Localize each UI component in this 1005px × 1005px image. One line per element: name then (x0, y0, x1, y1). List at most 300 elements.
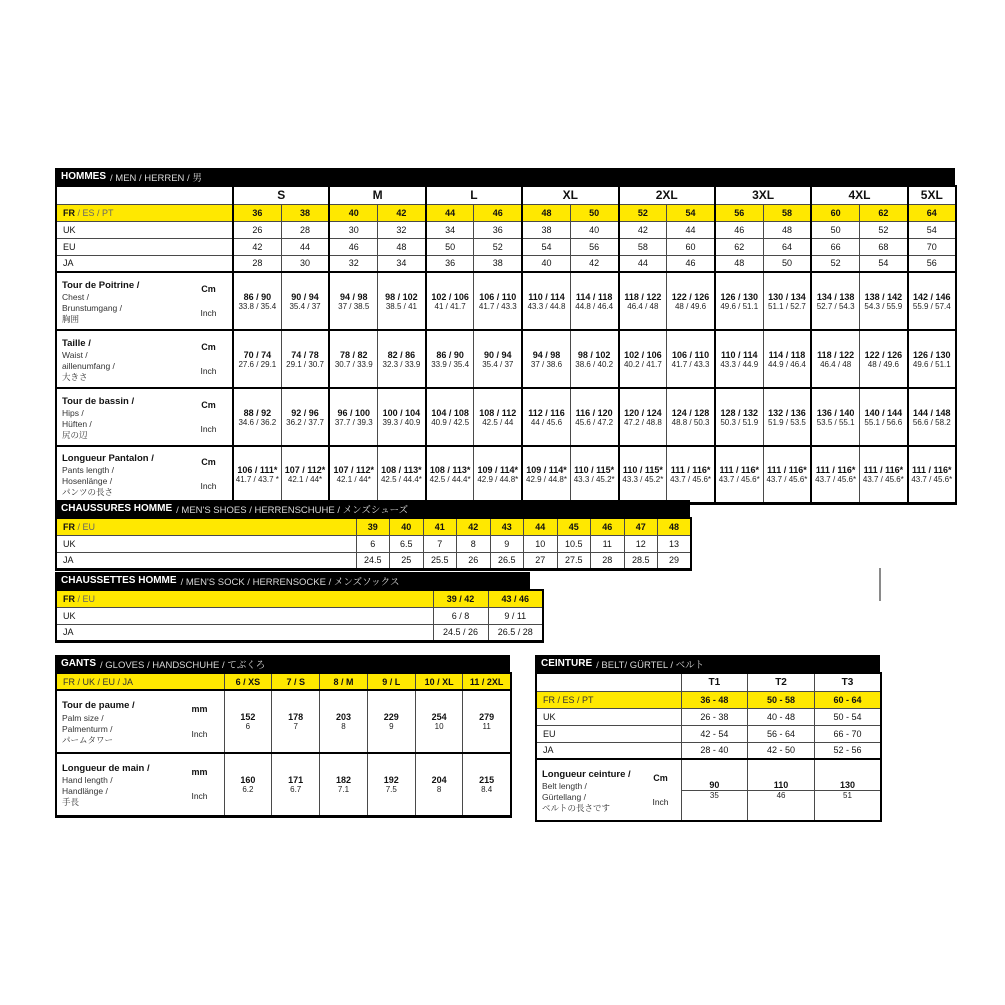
gloves-measure-value-top: 254 (431, 712, 447, 722)
gloves-measure-label (56, 753, 224, 816)
shoes-region-size-value: 10.5 (557, 535, 591, 552)
region-row-label: EU (56, 238, 233, 255)
gloves-fr-uk-eu-ja-row-label (56, 673, 224, 690)
socks-fr-eu-row-label-rest: / EU (75, 593, 96, 604)
size-group-header: XL (522, 186, 618, 204)
unit-bottom-label: Inch (200, 366, 217, 377)
measure-value-bottom: 38.6 / 40.2 (575, 359, 614, 369)
region-size-value: 48 (715, 255, 763, 272)
measure-value-top: 82 / 86 (387, 349, 416, 360)
belt-measure-value-top: 90 (682, 780, 748, 791)
gloves-measure-value-top: 152 (240, 712, 256, 722)
measure-value-bottom: 34.6 / 36.2 (238, 417, 277, 427)
shoes-region-size-value: 11 (591, 535, 625, 552)
measure-value (281, 446, 329, 503)
unit-top-label: Cm (653, 772, 668, 783)
unit-bottom-label: Inch (191, 728, 208, 739)
measure-value (715, 388, 763, 446)
measure-value (667, 272, 715, 330)
gloves-measure-label (56, 690, 224, 753)
shoes-region-row-label: UK (56, 535, 356, 552)
region-size-value: 32 (329, 255, 377, 272)
fr-size-value: 62 (859, 204, 907, 221)
measure-value-top: 126 / 130 (913, 349, 951, 360)
fr-size-value: 58 (763, 204, 811, 221)
table-border-artifact (879, 568, 881, 601)
measure-label-line: パンツの長さ (62, 487, 114, 498)
belt-measure-label-wrap (537, 766, 681, 814)
measure-value (474, 388, 522, 446)
socks-region-size-value: 9 / 11 (488, 607, 543, 624)
region-size-value: 38 (522, 221, 570, 238)
belt-table (535, 672, 882, 822)
measure-value (667, 330, 715, 388)
measure-label-units (185, 393, 232, 441)
measure-value (619, 330, 667, 388)
measure-value (233, 330, 281, 388)
measure-value-bottom: 49.6 / 51.1 (912, 359, 951, 369)
region-size-value: 48 (763, 221, 811, 238)
measure-value-top: 106 / 110 (672, 349, 710, 360)
measure-value (474, 330, 522, 388)
measure-value (619, 446, 667, 503)
measure-value-bottom: 33.8 / 35.4 (238, 301, 277, 311)
belt-region-size-value: 52 - 56 (814, 742, 881, 759)
region-size-value: 44 (667, 221, 715, 238)
men-title-translations: / MEN / HERREN / 男 (110, 172, 202, 184)
measure-value-top: 94 / 98 (339, 291, 368, 302)
belt-region-size-value: 42 - 50 (748, 742, 815, 759)
men-section-title-bar (55, 168, 955, 185)
measure-value-bottom: 33.9 / 35.4 (431, 359, 470, 369)
measure-value-top: 118 / 122 (624, 291, 662, 302)
belt-fr-size-value: 50 - 58 (748, 691, 815, 708)
measure-value (522, 388, 570, 446)
measure-value (570, 272, 618, 330)
size-header-corner-cell (56, 186, 233, 204)
measure-value (233, 446, 281, 503)
measure-value-top: 70 / 74 (243, 349, 272, 360)
measure-value-bottom: 39.3 / 40.9 (382, 417, 421, 427)
unit-top-label: mm (191, 704, 208, 715)
measure-value-top: 126 / 130 (720, 291, 759, 302)
region-size-value: 38 (474, 255, 522, 272)
measure-value-top: 136 / 140 (816, 407, 855, 418)
measure-value-top: 116 / 120 (575, 407, 613, 418)
measure-value-bottom: 35.4 / 37 (289, 301, 321, 311)
gloves-size-header-value: 11 / 2XL (463, 673, 511, 690)
gloves-measure-value-top: 203 (335, 712, 351, 722)
measure-value-top: 88 / 92 (243, 407, 272, 418)
measure-value-bottom: 37.7 / 39.3 (334, 417, 373, 427)
belt-measure-value-bottom: 51 (843, 791, 852, 800)
measure-value (474, 446, 522, 503)
measure-label-wrap (57, 450, 232, 498)
measure-value-top: 130 / 134 (768, 291, 806, 302)
belt-region-size-value: 42 - 54 (681, 725, 748, 742)
measure-value-bottom: 35.4 / 37 (482, 359, 514, 369)
measure-value (763, 272, 811, 330)
gloves-measure-value-top: 178 (288, 712, 304, 722)
measure-value-bottom: 43.7 / 45.6* (670, 474, 712, 484)
unit-top-label: Cm (201, 283, 216, 294)
measure-label-wrap (57, 335, 232, 383)
measure-value-bottom: 43.7 / 45.6* (815, 474, 857, 484)
measure-label-lines (57, 393, 185, 441)
measure-value-bottom: 37 / 38.5 (338, 301, 370, 311)
belt-measure-value-top: 130 (815, 780, 880, 791)
gloves-measure-value (367, 753, 415, 816)
socks-region-row-label: UK (56, 607, 433, 624)
gloves-measure-value-top: 171 (288, 774, 304, 785)
belt-measure-value (814, 759, 881, 821)
region-size-value: 56 (908, 255, 956, 272)
measure-value-bottom: 43.7 / 45.6* (718, 474, 760, 484)
measure-value (378, 446, 426, 503)
measure-value-top: 110 / 115* (622, 464, 663, 475)
measure-value (859, 330, 907, 388)
measure-value-bottom: 46.4 / 48 (627, 301, 659, 311)
region-size-value: 50 (811, 221, 859, 238)
measure-value-top: 108 / 113* (381, 464, 422, 475)
measure-value-top: 134 / 138 (816, 291, 855, 302)
gloves-measure-label-units (176, 760, 224, 808)
shoes-region-size-value: 13 (658, 535, 692, 552)
measure-value (426, 330, 474, 388)
shoes-size-value: 40 (390, 518, 424, 535)
socks-region-size-value: 26.5 / 28 (488, 624, 543, 641)
region-row-label: JA (56, 255, 233, 272)
region-size-value: 50 (426, 238, 474, 255)
region-size-value: 30 (281, 255, 329, 272)
shoes-region-size-value: 27.5 (557, 552, 591, 569)
belt-fr-label-text: FR / ES / PT (543, 694, 594, 705)
measure-value (378, 388, 426, 446)
men-shoes-table (55, 517, 692, 571)
fr-size-value: 64 (908, 204, 956, 221)
belt-measure-value (681, 759, 748, 821)
measure-value-top: 124 / 128 (671, 407, 710, 418)
measure-label-line: Longueur Pantalon / (62, 453, 154, 464)
gloves-size-header-value: 9 / L (367, 673, 415, 690)
gloves-measure-value (463, 690, 511, 753)
region-size-value: 32 (378, 221, 426, 238)
measure-label-units (185, 335, 232, 383)
gloves-measure-value-bottom: 6.2 (242, 784, 254, 794)
measure-value (908, 272, 956, 330)
shoes-region-size-value: 7 (423, 535, 457, 552)
measure-value (378, 330, 426, 388)
region-size-value: 62 (715, 238, 763, 255)
measure-label-units (185, 450, 232, 498)
region-size-value: 66 (811, 238, 859, 255)
unit-bottom-label: Inch (200, 481, 217, 492)
measure-value-bottom: 51.1 / 52.7 (768, 301, 806, 311)
measure-value (570, 330, 618, 388)
fr-es-pt-row-label-bold: FR (63, 207, 75, 218)
socks-size-value: 43 / 46 (488, 590, 543, 607)
measure-value-bottom: 42.9 / 44.8* (526, 474, 567, 484)
gloves-measure-value-top: 192 (383, 774, 399, 785)
gloves-title-translations: / GLOVES / HANDSCHUHE / てぶくろ (100, 659, 266, 671)
gloves-size-header-value: 6 / XS (224, 673, 272, 690)
measure-label-line: Taille / (62, 337, 91, 349)
shoes-region-size-value: 25.5 (423, 552, 457, 569)
socks-title-translations: / MEN'S SOCK / HERRENSOCKE / メンズソックス (180, 576, 400, 588)
belt-region-size-value: 66 - 70 (814, 725, 881, 742)
socks-region-row-label: JA (56, 624, 433, 641)
measure-value (522, 446, 570, 503)
measure-value-bottom: 48.8 / 50.3 (671, 417, 710, 427)
measure-value (763, 388, 811, 446)
gloves-measure-value-top: 215 (479, 774, 495, 785)
fr-size-value: 46 (474, 204, 522, 221)
gloves-measure-value-top: 279 (479, 712, 495, 722)
fr-size-value: 52 (619, 204, 667, 221)
measure-value-top: 78 / 82 (339, 349, 368, 360)
belt-section-title-bar (535, 655, 880, 672)
measure-label-line: Tour de bassin / (62, 395, 135, 407)
shoes-size-value: 48 (658, 518, 692, 535)
measure-value (426, 272, 474, 330)
measure-value-top: 112 / 116 (528, 407, 565, 418)
gloves-measure-label-lines (57, 760, 176, 808)
gloves-section-title-bar (55, 655, 510, 672)
men-socks-table (55, 589, 544, 643)
gloves-measure-value-top: 160 (240, 774, 256, 785)
measure-value (811, 272, 859, 330)
measure-value-bottom: 37 / 38.6 (530, 359, 563, 369)
gloves-size-header-value: 7 / S (272, 673, 320, 690)
measure-value-top: 110 / 114 (720, 349, 758, 360)
measure-value-top: 110 / 115* (574, 464, 615, 475)
measure-value (619, 388, 667, 446)
belt-measure-label-lines (537, 766, 641, 814)
measure-value (570, 388, 618, 446)
measure-value (329, 272, 377, 330)
belt-title-translations: / BELT/ GÜRTEL / ベルト (596, 659, 705, 671)
men-size-table (55, 185, 957, 505)
measure-value-bottom: 55.1 / 56.6 (864, 417, 903, 427)
measure-value (908, 388, 956, 446)
measure-value-top: 109 / 114* (526, 464, 567, 475)
gloves-measure-label-line: Longueur de main / (62, 763, 150, 774)
fr-es-pt-row-label (56, 204, 233, 221)
size-group-header: M (329, 186, 425, 204)
shoes-region-size-value: 9 (490, 535, 524, 552)
measure-value-bottom: 43.3 / 44.9 (720, 359, 759, 369)
measure-value-bottom: 46.4 / 48 (820, 359, 852, 369)
shoes-size-value: 47 (624, 518, 658, 535)
region-size-value: 54 (859, 255, 907, 272)
fr-size-value: 48 (522, 204, 570, 221)
gloves-measure-value (320, 690, 368, 753)
measure-label-line: Hips / (62, 408, 84, 419)
belt-region-size-value: 28 - 40 (681, 742, 748, 759)
measure-value (763, 330, 811, 388)
measure-value (426, 446, 474, 503)
measure-value-top: 144 / 148 (913, 407, 951, 418)
measure-value (667, 388, 715, 446)
measure-value-top: 114 / 118 (768, 349, 806, 360)
gloves-measure-value-bottom: 9 (389, 722, 394, 731)
belt-fr-size-value: 60 - 64 (814, 691, 881, 708)
measure-value-bottom: 41.7 / 43.3 (671, 359, 710, 369)
measure-value (667, 446, 715, 503)
belt-measure-value-bottom: 35 (709, 791, 719, 800)
shoes-region-size-value: 24.5 (356, 552, 390, 569)
measure-label-line: Hüften / (62, 419, 92, 430)
shoes-fr-eu-row-label-bold: FR (63, 521, 75, 532)
measure-value-top: 111 / 116* (815, 464, 856, 475)
belt-size-column-header: T2 (748, 673, 815, 691)
belt-measure-label-line: Longueur ceinture / (542, 768, 631, 780)
region-size-value: 54 (908, 221, 956, 238)
gloves-header-label-text: FR / UK / EU / JA (63, 676, 134, 687)
measure-value-top: 86 / 90 (243, 291, 272, 302)
gloves-measure-value-bottom: 8 (436, 784, 442, 794)
measure-value (378, 272, 426, 330)
region-size-value: 26 (233, 221, 281, 238)
measure-label-wrap (57, 277, 232, 325)
belt-measure-label-line: Gürtellang / (542, 792, 586, 803)
measure-value (233, 388, 281, 446)
belt-region-size-value: 40 - 48 (748, 708, 815, 725)
measure-value-top: 106 / 111* (237, 464, 278, 475)
region-size-value: 30 (329, 221, 377, 238)
measure-label (56, 446, 233, 503)
size-group-header: 5XL (908, 186, 956, 204)
gloves-measure-value-top: 204 (431, 774, 447, 785)
measure-value (522, 330, 570, 388)
shoes-fr-eu-row-label-rest: / EU (75, 521, 96, 532)
measure-value-top: 98 / 102 (577, 349, 611, 360)
gloves-section (55, 655, 510, 818)
gloves-measure-value-bottom: 6.7 (290, 784, 302, 794)
gloves-measure-label-lines (57, 697, 176, 745)
measure-label-line: Tour de Poitrine / (62, 279, 140, 291)
measure-value (908, 330, 956, 388)
shoes-region-size-value: 28 (591, 552, 625, 569)
measure-value-bottom: 41.7 / 43.7 * (235, 474, 279, 484)
gloves-measure-label-line: Palm size / (62, 712, 104, 723)
shoes-region-size-value: 6.5 (390, 535, 424, 552)
region-size-value: 50 (763, 255, 811, 272)
fr-size-value: 50 (570, 204, 618, 221)
socks-region-size-value: 6 / 8 (433, 607, 488, 624)
measure-value-top: 86 / 90 (436, 349, 464, 360)
shoes-region-size-value: 26 (457, 552, 491, 569)
unit-bottom-label: Inch (200, 424, 217, 435)
gloves-measure-label-line: Palmenturm / (62, 723, 113, 734)
measure-value-bottom: 54.3 / 55.9 (864, 301, 903, 311)
region-size-value: 60 (667, 238, 715, 255)
measure-value-top: 122 / 126 (864, 349, 903, 360)
measure-value-top: 102 / 106 (624, 349, 662, 360)
measure-label-wrap (57, 393, 232, 441)
measure-value-top: 120 / 124 (624, 407, 662, 418)
shoes-region-size-value: 27 (524, 552, 558, 569)
belt-region-size-value: 56 - 64 (748, 725, 815, 742)
measure-value (859, 388, 907, 446)
measure-value-bottom: 41 / 41.7 (434, 301, 466, 311)
measure-value-bottom: 44.8 / 46.4 (575, 301, 614, 311)
men-title: HOMMES (61, 171, 106, 182)
region-row-label: UK (56, 221, 233, 238)
region-size-value: 40 (570, 221, 618, 238)
gloves-measure-label-line: Handlänge / (62, 786, 108, 797)
gloves-measure-value-bottom: 7.5 (385, 784, 397, 794)
measure-value (908, 446, 956, 503)
gloves-measure-label-line: Tour de paume / (62, 700, 135, 712)
measure-value-bottom: 30.7 / 33.9 (334, 359, 373, 369)
belt-region-row-label: JA (536, 742, 681, 759)
measure-value-bottom: 40.9 / 42.5 (431, 417, 470, 427)
measure-label (56, 388, 233, 446)
men-socks-section (55, 572, 542, 643)
measure-label (56, 330, 233, 388)
shoes-size-value: 42 (457, 518, 491, 535)
belt-size-column-header: T3 (814, 673, 881, 691)
unit-bottom-label: Inch (191, 791, 208, 802)
region-size-value: 46 (715, 221, 763, 238)
socks-section-title-bar (55, 572, 530, 589)
fr-size-value: 56 (715, 204, 763, 221)
region-size-value: 46 (329, 238, 377, 255)
gloves-measure-value-bottom: 6 (245, 722, 251, 731)
shoes-size-value: 41 (423, 518, 457, 535)
gloves-measure-value (224, 690, 272, 753)
measure-value-bottom: 27.6 / 29.1 (238, 359, 277, 369)
size-group-header: S (233, 186, 329, 204)
unit-bottom-label: Inch (652, 797, 669, 808)
measure-value-bottom: 38.5 / 41 (385, 301, 417, 311)
size-group-header: 3XL (715, 186, 811, 204)
belt-region-size-value: 50 - 54 (814, 708, 881, 725)
gloves-measure-label-wrap (57, 697, 224, 745)
measure-value-top: 122 / 126 (671, 291, 710, 302)
size-group-header: L (426, 186, 522, 204)
belt-measure-value-top: 110 (748, 780, 814, 791)
region-size-value: 42 (619, 221, 667, 238)
measure-value-top: 110 / 114 (528, 291, 565, 302)
fr-size-value: 40 (329, 204, 377, 221)
measure-value (859, 446, 907, 503)
belt-size-column-header: T1 (681, 673, 748, 691)
measure-value-bottom: 42.1 / 44* (287, 474, 323, 484)
gloves-measure-label-line: パームタワー (62, 734, 114, 745)
region-size-value: 34 (426, 221, 474, 238)
region-size-value: 52 (811, 255, 859, 272)
measure-value-top: 111 / 116* (912, 464, 952, 475)
gloves-measure-value (320, 753, 368, 816)
shoes-section-title-bar (55, 500, 690, 517)
region-size-value: 56 (570, 238, 618, 255)
shoes-size-value: 45 (557, 518, 591, 535)
shoes-region-size-value: 26.5 (490, 552, 524, 569)
gloves-size-header-value: 8 / M (320, 673, 368, 690)
measure-value-top: 96 / 100 (337, 407, 370, 418)
measure-value-top: 90 / 94 (291, 291, 319, 302)
shoes-size-value: 44 (524, 518, 558, 535)
belt-measure-value (748, 759, 815, 821)
region-size-value: 48 (378, 238, 426, 255)
shoes-region-size-value: 6 (356, 535, 390, 552)
fr-size-value: 36 (233, 204, 281, 221)
region-size-value: 28 (233, 255, 281, 272)
belt-measure-label-line: Belt length / (542, 781, 587, 792)
measure-label-line: aillenumfang / (62, 361, 115, 372)
